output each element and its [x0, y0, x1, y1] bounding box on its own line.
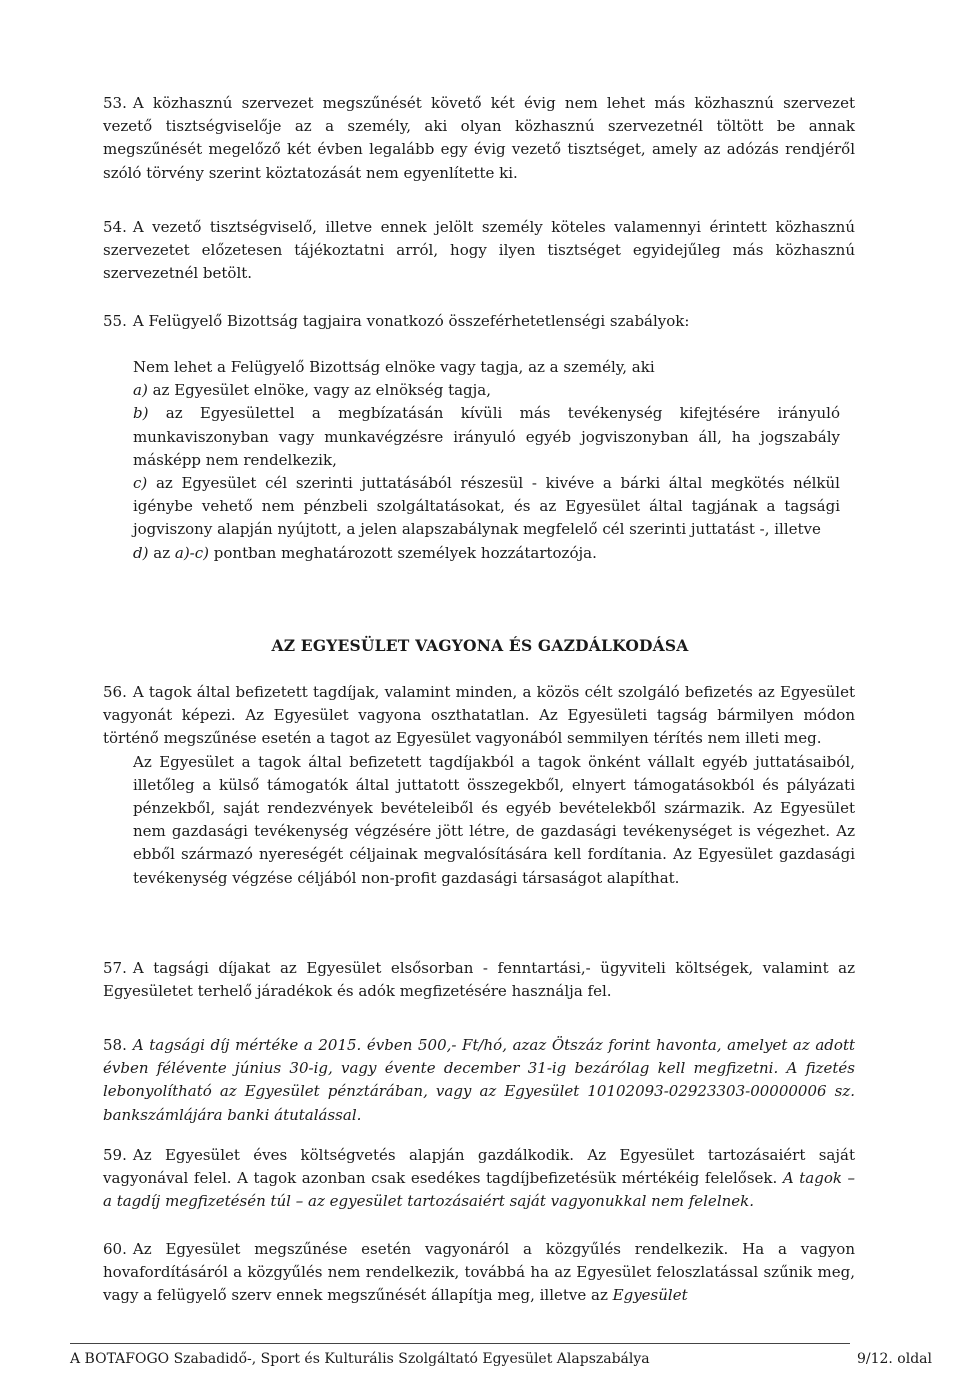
paragraph-54	[103, 216, 855, 286]
section-heading: AZ EGYESÜLET VAGYONA ÉS GAZDÁLKODÁSA	[271, 636, 689, 655]
item-label: c)	[133, 474, 148, 493]
paragraph-number: 57.	[103, 959, 127, 977]
footer-title: A BOTAFOGO Szabadidő-, Sport és Kulturális Szolgáltató Egyesület Alapszabálya	[70, 1351, 650, 1367]
paragraph-number: 53.	[103, 94, 127, 112]
paragraph-text: A tagok által befizetett tagdíjak, valamint minden, a közös célt szolgáló befizetés az Egyesület vagyonát képezi. Az Egyesület vagyona oszthatatlan. Az Egyesületi tagság bármilyen módon történő megszűnése esetén a tagot az Egyesület vagyonából semmilyen térítés nem illeti meg.	[103, 683, 855, 748]
incompatibility-intro: Nem lehet a Felügyelő Bizottság elnöke vagy tagja, az a személy, aki	[133, 358, 655, 376]
page-number: 9/12. oldal	[856, 1351, 932, 1367]
paragraph-55-body	[133, 356, 840, 565]
item-text: az Egyesülettel a megbízatásán kívüli más tevékenység kifejtésére irányuló munkaviszonyban vagy munkavégzésre irányuló egyéb jogviszonyban áll, ha jogszabály másképp nem rendelkezik,	[133, 404, 840, 469]
paragraph-60	[103, 1238, 855, 1308]
paragraph-56	[103, 681, 855, 890]
item-label: a)	[133, 381, 148, 400]
incompatibility-item-b	[133, 402, 840, 472]
paragraph-number: 56.	[103, 683, 127, 701]
paragraph-text: Az Egyesület éves költségvetés alapján gazdálkodik. Az Egyesület tartozásaiért saját vagyonával felel. A tagok azonban csak esedékes tagdíjbefizetésük mértékéig felelősek.	[103, 1146, 855, 1188]
paragraph-text-continued: Az Egyesület a tagok által befizetett tagdíjakból a tagok önként vállalt egyéb juttatásaiból, illetőleg a külső támogatók által juttatott összegekből, elnyert támogatásokból és pályázati pénzekből, saját rendezvények bevételeiből és egyéb bevételekből származik. Az Egyesület nem gazdasági tevékenység végzésére jött létre, de gazdasági tevékenységet is végezhet. Az ebből származó nyereségét céljainak megvalósítására kell fordítania. Az Egyesület gazdasági tevékenység végzése céljából non-profit gazdasági társaságot alapíthat.	[133, 752, 855, 887]
paragraph-number: 59.	[103, 1146, 127, 1164]
item-text-post: pontban meghatározott személyek hozzátartozója.	[213, 543, 597, 562]
item-text-pre: az	[153, 543, 171, 562]
paragraph-55-title	[103, 310, 855, 333]
item-reference: a)-c)	[174, 543, 210, 562]
footer-divider	[70, 1343, 850, 1344]
incompatibility-item-d	[133, 542, 840, 565]
paragraph-number: 55.	[103, 312, 127, 330]
paragraph-text-italic: A tagok – a tagdíj megfizetésén túl – az egyesület tartozásaiért saját vagyonukkal nem felelnek.	[103, 1169, 856, 1211]
item-text: az Egyesület cél szerinti juttatásából részesül - kivéve a bárki által megkötés nélkül igénybe vehető nem pénzbeli szolgáltatásokat, és az Egyesület által tagjának a tagsági jogviszony alapján nyújtott, a jelen alapszabálynak megfelelő cél szerinti juttatást -, illetve	[133, 474, 840, 539]
paragraph-53	[103, 92, 855, 185]
paragraph-number: 58.	[103, 1036, 127, 1054]
item-label: d)	[133, 543, 149, 562]
paragraph-58	[103, 1034, 855, 1127]
incompatibility-item-a	[133, 379, 840, 402]
paragraph-text: Az Egyesület megszűnése esetén vagyonáról a közgyűlés rendelkezik. Ha a vagyon hovafordításáról a közgyűlés nem rendelkezik, továbbá ha az Egyesület feloszlatással szűnik meg, vagy a felügyelő szerv ennek megszűnését állapítja meg, illetve az	[103, 1240, 855, 1305]
paragraph-text: A tagsági díj mértéke a 2015. évben 500,- Ft/hó, azaz Ötszáz forint havonta, amelyet az adott évben félévente június 30-ig, vagy évente december 31-ig bezárólag kell megfizetni. A fizetés lebonyolítható az Egyesület pénztárában, vagy az Egyesület 10102093-02923303-00000006 sz. bankszámlájára banki átutalással.	[103, 1036, 855, 1124]
paragraph-number: 54.	[103, 218, 127, 236]
paragraph-57	[103, 957, 855, 1003]
incompatibility-item-c	[133, 472, 840, 542]
item-text: az Egyesület elnöke, vagy az elnökség tagja,	[152, 381, 492, 400]
paragraph-text-italic: Egyesület	[612, 1286, 688, 1305]
paragraph-text: A vezető tisztségviselő, illetve ennek jelölt személy köteles valamennyi érintett közhasznú szervezetet előzetesen tájékoztatni arról, hogy ilyen tisztséget egyidejűleg más közhasznú szervezetnél betölt.	[103, 218, 855, 283]
paragraph-number: 60.	[103, 1240, 127, 1258]
paragraph-text: A tagsági díjakat az Egyesület elsősorban - fenntartási,- ügyviteli költségek, valamint az Egyesületet terhelő járadékok és adók megfizetésére használja fel.	[103, 959, 855, 1001]
paragraph-59	[103, 1144, 855, 1214]
paragraph-text: A közhasznú szervezet megszűnését követő két évig nem lehet más közhasznú szervezet vezető tisztségviselője az a személy, aki olyan közhasznú szervezetnél töltött be annak megszűnését megelőző két évben legalább egy évig vezető tisztséget, amely az adózás rendjéről szóló törvény szerint köztatozását nem egyenlítette ki.	[103, 94, 855, 182]
paragraph-text: A Felügyelő Bizottság tagjaira vonatkozó összeférhetetlenségi szabályok:	[132, 312, 690, 330]
item-label: b)	[133, 404, 149, 423]
